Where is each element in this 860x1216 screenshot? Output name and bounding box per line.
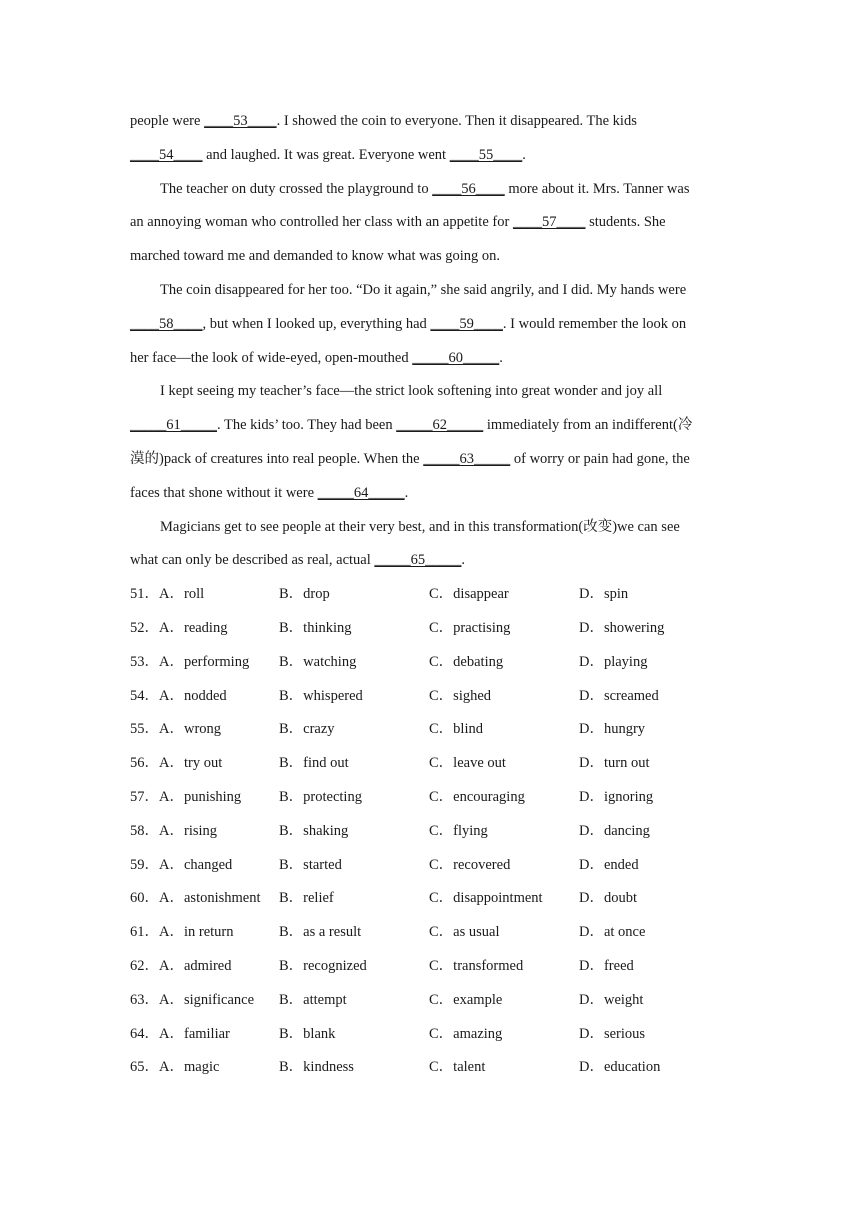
answer-options (130, 578, 730, 1085)
option-d: D．hungry (579, 721, 646, 738)
option-d: D．playing (579, 653, 648, 670)
option-c: C．encouraging (429, 788, 525, 805)
option-b: B．relief (279, 890, 334, 907)
passage-line: ____58____, but when I looked up, everything had ____59____. I would remember the look on (130, 315, 687, 332)
option-d: D．at once (579, 924, 646, 941)
option-d: D．ended (579, 856, 639, 873)
option-a: nodded (183, 687, 227, 704)
option-a: significance (183, 991, 255, 1008)
question-number: 58．A． (130, 822, 184, 839)
question-number-and-option-a (130, 612, 227, 646)
passage-line: an annoying woman who controlled her class with an appetite for ____57____ students. She (130, 214, 666, 231)
option-b: B．as a result (279, 924, 362, 941)
passage-line: what can only be described as real, actual _____65_____. (130, 552, 466, 569)
question-number-and-option-a (130, 578, 204, 612)
option-a: wrong (183, 721, 222, 738)
option-a: magic (183, 1059, 220, 1076)
blank-62: _____62_____ (396, 417, 484, 434)
option-c: C．example (429, 991, 503, 1008)
option-c: C．recovered (429, 856, 511, 873)
passage-line: marched toward me and demanded to know what was going on. (130, 248, 501, 265)
question-number: 59．A． (130, 856, 184, 873)
option-d: D．education (579, 1059, 661, 1076)
question-row (130, 713, 730, 747)
blank-57: ____57____ (512, 214, 586, 231)
question-row (130, 916, 730, 950)
option-b: B．whispered (279, 687, 363, 704)
passage-line: The coin disappeared for her too. “Do it again,” she said angrily, and I did. My hands were (160, 281, 687, 298)
option-b: B．drop (279, 586, 330, 603)
option-a: roll (183, 586, 205, 603)
option-a: punishing (183, 788, 242, 805)
question-number-and-option-a (130, 1051, 219, 1085)
option-b: B．watching (279, 653, 357, 670)
option-d: D．dancing (579, 822, 650, 839)
option-c: C．debating (429, 653, 504, 670)
question-number: 51．A． (130, 586, 184, 603)
option-c: C．practising (429, 619, 511, 636)
option-b: B．blank (279, 1025, 336, 1042)
option-c: C．as usual (429, 924, 500, 941)
blank-64: _____64_____ (317, 484, 405, 501)
option-a: performing (183, 653, 250, 670)
passage-line: ____54____ and laughed. It was great. Everyone went ____55____. (130, 146, 526, 163)
question-row (130, 680, 730, 714)
question-row (130, 882, 730, 916)
question-row (130, 747, 730, 781)
question-number-and-option-a (130, 916, 234, 950)
question-number-and-option-a (130, 680, 227, 714)
question-number: 55．A． (130, 721, 184, 738)
option-a: changed (183, 856, 233, 873)
option-b: B．shaking (279, 822, 349, 839)
blank-53: ____53____ (204, 113, 277, 129)
passage-line: The teacher on duty crossed the playground to ____56____ more about it. Mrs. Tanner was (160, 180, 690, 197)
passage-line: Magicians get to see people at their very best, and in this transformation(改变)we can see (160, 518, 680, 535)
option-d: D．ignoring (579, 788, 654, 805)
question-number-and-option-a (130, 984, 254, 1018)
blank-59: ____59____ (430, 315, 503, 332)
option-b: B．started (279, 856, 342, 873)
question-number-and-option-a (130, 747, 222, 781)
option-b: B．crazy (279, 721, 335, 738)
option-c: C．disappointment (429, 890, 543, 907)
passage-line: 漠的)pack of creatures into real people. When the _____63_____ of worry or pain had gone, the (130, 450, 690, 467)
option-b: B．protecting (279, 788, 362, 805)
question-number-and-option-a (130, 646, 249, 680)
option-a: try out (183, 755, 223, 772)
question-number: 60．A． (130, 890, 184, 907)
option-c: C．talent (429, 1059, 486, 1076)
question-number: 62．A． (130, 957, 184, 974)
option-c: C．leave out (429, 755, 506, 772)
question-number-and-option-a (130, 950, 232, 984)
question-number-and-option-a (130, 882, 261, 916)
option-b: B．kindness (279, 1059, 354, 1076)
option-c: C．amazing (429, 1025, 503, 1042)
option-a: astonishment (183, 890, 261, 907)
option-d: D．spin (579, 586, 629, 603)
cloze-passage (130, 105, 730, 578)
document-page (130, 105, 730, 1085)
passage-line: faces that shone without it were _____64_____. (130, 484, 409, 501)
option-a: familiar (183, 1025, 230, 1042)
question-row (130, 815, 730, 849)
question-number: 54．A． (130, 687, 184, 704)
option-c: C．disappear (429, 586, 509, 603)
option-d: D．turn out (579, 755, 650, 772)
blank-58: ____58____ (130, 315, 203, 332)
question-number-and-option-a (130, 1018, 230, 1052)
question-number-and-option-a (130, 713, 221, 747)
question-number: 61．A． (130, 924, 184, 941)
option-a: rising (183, 822, 218, 839)
question-row (130, 612, 730, 646)
question-row (130, 950, 730, 984)
question-number: 64．A． (130, 1025, 184, 1042)
option-d: D．screamed (579, 687, 659, 704)
option-b: B．attempt (279, 991, 347, 1008)
option-b: B．thinking (279, 619, 352, 636)
option-a: admired (183, 957, 232, 974)
option-b: B．find out (279, 755, 349, 772)
option-d: D．doubt (579, 890, 637, 907)
blank-60: _____60_____ (412, 349, 500, 366)
question-number: 57．A． (130, 788, 184, 805)
option-c: C．transformed (429, 957, 524, 974)
blank-54: ____54____ (130, 146, 203, 163)
question-row (130, 646, 730, 680)
blank-61: _____61_____ (130, 417, 217, 434)
question-number: 53．A． (130, 653, 184, 670)
blank-63: _____63_____ (423, 450, 511, 467)
option-d: D．weight (579, 991, 644, 1008)
question-row (130, 1051, 730, 1085)
question-row (130, 1018, 730, 1052)
question-number-and-option-a (130, 849, 232, 883)
option-d: D．serious (579, 1025, 646, 1042)
blank-55: ____55____ (449, 146, 523, 163)
option-a: reading (183, 619, 228, 636)
option-c: C．blind (429, 721, 483, 738)
question-number: 56．A． (130, 755, 184, 772)
question-row (130, 984, 730, 1018)
question-row (130, 849, 730, 883)
question-number-and-option-a (130, 781, 241, 815)
blank-65: _____65_____ (374, 552, 462, 569)
option-b: B．recognized (279, 957, 367, 974)
question-number-and-option-a (130, 815, 217, 849)
question-row (130, 578, 730, 612)
question-row (130, 781, 730, 815)
question-number: 65．A． (130, 1059, 184, 1076)
option-d: D．showering (579, 619, 665, 636)
question-number: 52．A． (130, 619, 184, 636)
passage-line: people were ____53____. I showed the coin to everyone. Then it disappeared. The kids (130, 113, 637, 129)
option-d: D．freed (579, 957, 634, 974)
passage-line: her face—the look of wide-eyed, open-mouthed _____60_____. (130, 349, 503, 366)
blank-56: ____56____ (432, 180, 505, 197)
passage-line: I kept seeing my teacher’s face—the strict look softening into great wonder and joy all (160, 383, 663, 400)
option-a: in return (183, 924, 234, 941)
option-c: C．flying (429, 822, 488, 839)
option-c: C．sighed (429, 687, 492, 704)
question-number: 63．A． (130, 991, 184, 1008)
passage-line: _____61_____. The kids’ too. They had been _____62_____ immediately from an indifferent(冷 (130, 417, 693, 434)
